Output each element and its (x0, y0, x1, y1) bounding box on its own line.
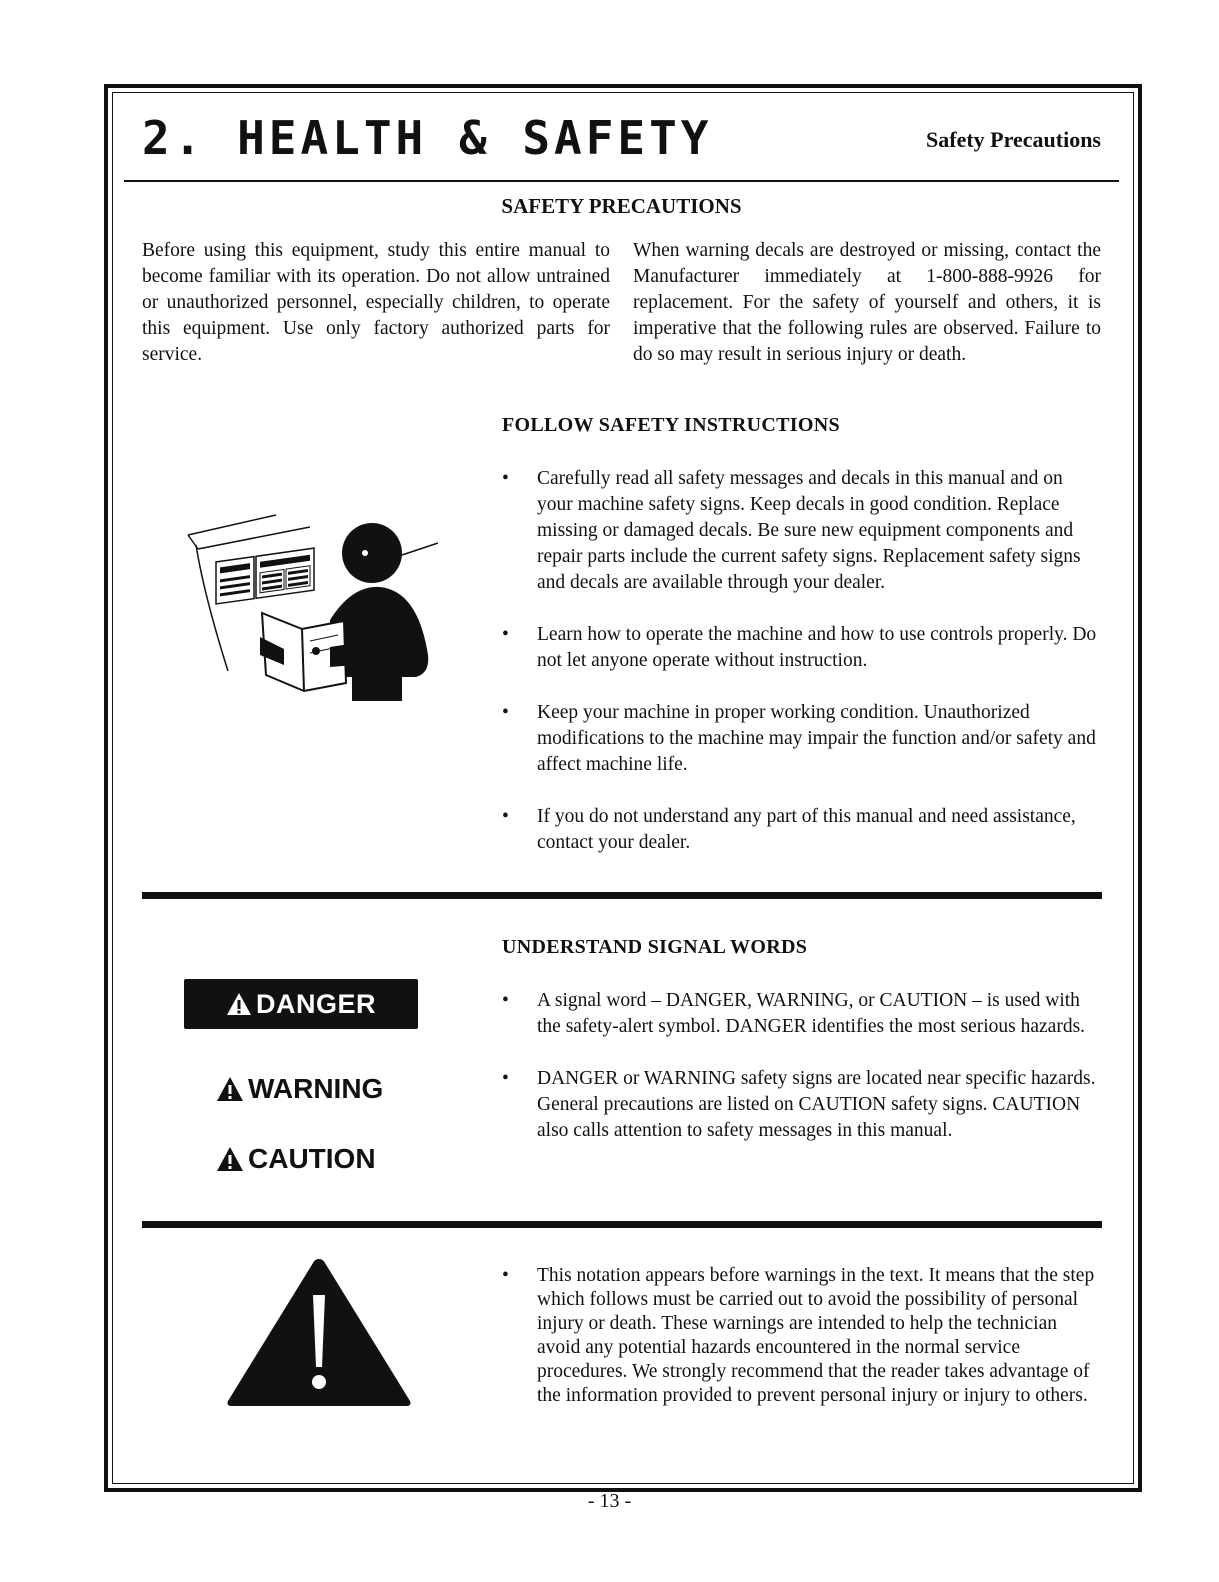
header-divider (124, 180, 1119, 182)
bullet-icon: • (502, 624, 509, 645)
bullet-icon: • (502, 806, 509, 827)
intro-paragraph-left: Before using this equipment, study this entire manual to become familiar with its operation. Do not allow untrained or unauthorized personnel, especially children, to operate this equipment. Use only factory authorized parts for service. (142, 240, 610, 365)
bullet-icon: • (502, 1265, 509, 1286)
bullet-icon: • (502, 702, 509, 723)
safety-alert-icon (226, 992, 252, 1016)
reading-manual-illustration (180, 505, 450, 710)
intro-paragraph-right: When warning decals are destroyed or missing, contact the Manufacturer immediately at 1-800-888-9926 for replacement. For the safety of yourself and others, it is imperative that the following rules are observed. Failure to do so may result in serious injury or death. (633, 240, 1101, 365)
list-item-text: Carefully read all safety messages and decals in this manual and on your machine safety signs. Keep decals in good condition. Replace missing or damaged decals. Be sure new equipment components and repair parts include the current safety signs. Replacement safety signs and decals are available through your dealer. (537, 468, 1081, 593)
safety-alert-large (224, 1255, 414, 1414)
person-reading-icon (180, 505, 450, 705)
list-item (502, 466, 1102, 596)
page-number: - 13 - (587, 1490, 632, 1512)
list-item (502, 804, 1102, 856)
list-item-text: DANGER or WARNING safety signs are located near specific hazards. General precautions are listed on CAUTION safety signs. CAUTION also calls attention to safety messages in this manual. (537, 1068, 1096, 1141)
list-item-text: This notation appears before warnings in the text. It means that the step which follows must be carried out to avoid the possibility of personal injury or death. These warnings are intended to help the technician avoid any potential hazards encountered in the normal service procedures. We strongly recommend that the reader takes advantage of the information provided to prevent personal injury or injury to others. (537, 1265, 1095, 1406)
bullet-icon: • (502, 1068, 509, 1089)
bullet-icon: • (502, 468, 509, 489)
list-item (502, 1264, 1102, 1408)
section-divider (142, 892, 1102, 899)
list-item-text: Learn how to operate the machine and how to use controls properly. Do not let anyone operate without instruction. (537, 624, 1097, 671)
danger-label: DANGER (255, 988, 376, 1019)
chapter-title: 2. HEALTH & SAFETY (142, 111, 713, 165)
danger-sign (184, 979, 418, 1029)
list-item (502, 988, 1102, 1040)
safety-alert-icon (216, 1146, 244, 1172)
warning-label: WARNING (248, 1073, 384, 1104)
list-item (502, 700, 1102, 778)
caution-sign (216, 1143, 376, 1175)
follow-safety-instructions-heading: FOLLOW SAFETY INSTRUCTIONS (502, 414, 840, 436)
notation-list (502, 1264, 1102, 1434)
safety-alert-icon (216, 1076, 244, 1102)
section-name: Safety Precautions (926, 127, 1101, 152)
safety-precautions-heading: SAFETY PRECAUTIONS (501, 194, 742, 218)
signal-words-list (502, 988, 1102, 1170)
caution-label: CAUTION (248, 1143, 376, 1174)
list-item-text: Keep your machine in proper working condition. Unauthorized modifications to the machine may impair the function and/or safety and affect machine life. (537, 702, 1096, 775)
list-item-text: A signal word – DANGER, WARNING, or CAUTION – is used with the safety-alert symbol. DANGER identifies the most serious hazards. (537, 990, 1086, 1037)
list-item (502, 1066, 1102, 1144)
understand-signal-words-heading: UNDERSTAND SIGNAL WORDS (502, 936, 808, 958)
warning-triangle-icon (224, 1255, 414, 1409)
list-item (502, 622, 1102, 674)
warning-sign (216, 1073, 383, 1105)
section-divider (142, 1221, 1102, 1228)
follow-instructions-list (502, 466, 1102, 882)
bullet-icon: • (502, 990, 509, 1011)
list-item-text: If you do not understand any part of this manual and need assistance, contact your dealer. (537, 806, 1076, 853)
